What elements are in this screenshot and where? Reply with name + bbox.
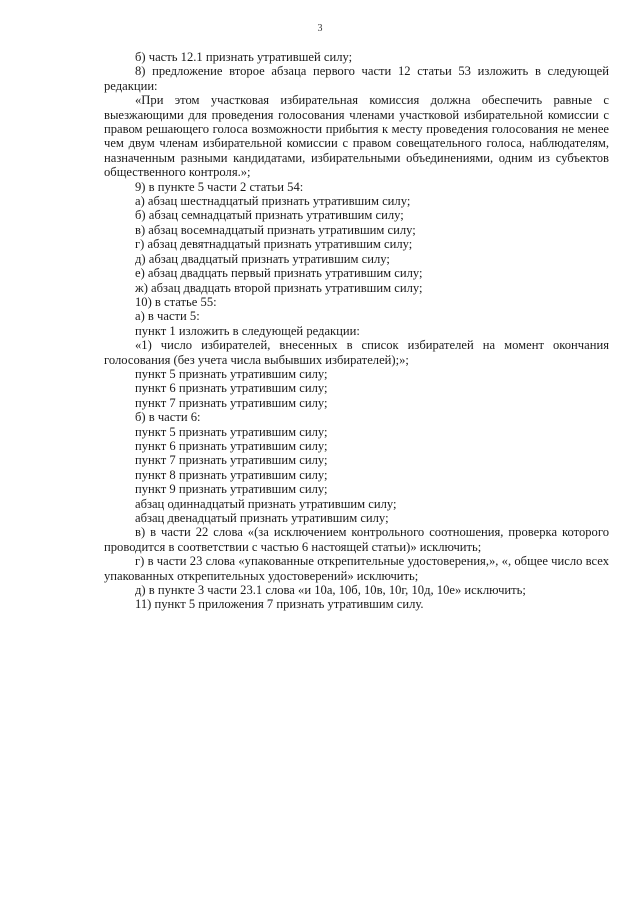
paragraph: «При этом участковая избирательная комиссия должна обеспечить равные с выезжающими для проведения голосования членами участковой избирательной комиссии с правом решающего голоса возможности прибытия к месту проведения голосования не менее чем двум членам избирательной комиссии с правом совещательного голоса, наблюдателям, назначенным разными кандидатами, избирательными объединениями, одним из субъектов общественного контроля.»; — [104, 93, 609, 180]
document-body — [104, 50, 609, 612]
paragraph: пункт 6 признать утратившим силу; — [135, 381, 328, 396]
paragraph: пункт 6 признать утратившим силу; — [135, 438, 328, 453]
paragraph: 8) предложение второе абзаца первого части 12 статьи 53 изложить в следующей редакции: — [104, 64, 609, 93]
paragraph: пункт 8 признать утратившим силу; — [135, 467, 328, 482]
paragraph: абзац двенадцатый признать утратившим силу; — [135, 511, 389, 525]
page-number: 3 — [317, 23, 323, 34]
paragraph: г) в части 23 слова «упакованные открепительные удостоверения,», «, общее число всех упакованных открепительных удостоверений» исключить; — [104, 554, 609, 583]
paragraph: пункт 7 признать утратившим силу; — [135, 395, 328, 410]
paragraph: пункт 7 признать утратившим силу; — [135, 453, 328, 468]
paragraph: в) абзац восемнадцатый признать утратившим силу; — [135, 222, 416, 237]
paragraph: 10) в статье 55: — [135, 294, 217, 309]
paragraph: пункт 1 изложить в следующей редакции: — [135, 323, 360, 338]
paragraph: б) в части 6: — [135, 410, 201, 425]
paragraph: г) абзац девятнадцатый признать утратившим силу; — [135, 237, 413, 252]
paragraph: пункт 9 признать утратившим силу; — [135, 482, 328, 497]
paragraph: б) абзац семнадцатый признать утратившим силу; — [135, 208, 404, 223]
paragraph: 11) пункт 5 приложения 7 признать утратившим силу. — [135, 597, 424, 612]
paragraph: б) часть 12.1 признать утратившей силу; — [135, 50, 353, 64]
paragraph: а) абзац шестнадцатый признать утратившим силу; — [135, 194, 411, 209]
paragraph: пункт 5 признать утратившим силу; — [135, 424, 328, 439]
paragraph: пункт 5 признать утратившим силу; — [135, 366, 328, 381]
paragraph: а) в части 5: — [135, 309, 200, 324]
paragraph: «1) число избирателей, внесенных в список избирателей на момент окончания голосования (без учета числа выбывших избирателей);»; — [104, 338, 609, 367]
paragraph: д) в пункте 3 части 23.1 слова «и 10а, 10б, 10в, 10г, 10д, 10е» исключить; — [135, 583, 526, 598]
paragraph: абзац одиннадцатый признать утратившим силу; — [135, 496, 397, 511]
paragraph: д) абзац двадцатый признать утратившим силу; — [135, 251, 390, 266]
paragraph: ж) абзац двадцать второй признать утратившим силу; — [135, 280, 423, 295]
paragraph: е) абзац двадцать первый признать утратившим силу; — [135, 266, 423, 281]
paragraph: 9) в пункте 5 части 2 статьи 54: — [135, 179, 304, 194]
paragraph: в) в части 22 слова «(за исключением контрольного соотношения, проверка которого проводится в соответствии с частью 6 настоящей статьи)» исключить; — [104, 525, 609, 554]
